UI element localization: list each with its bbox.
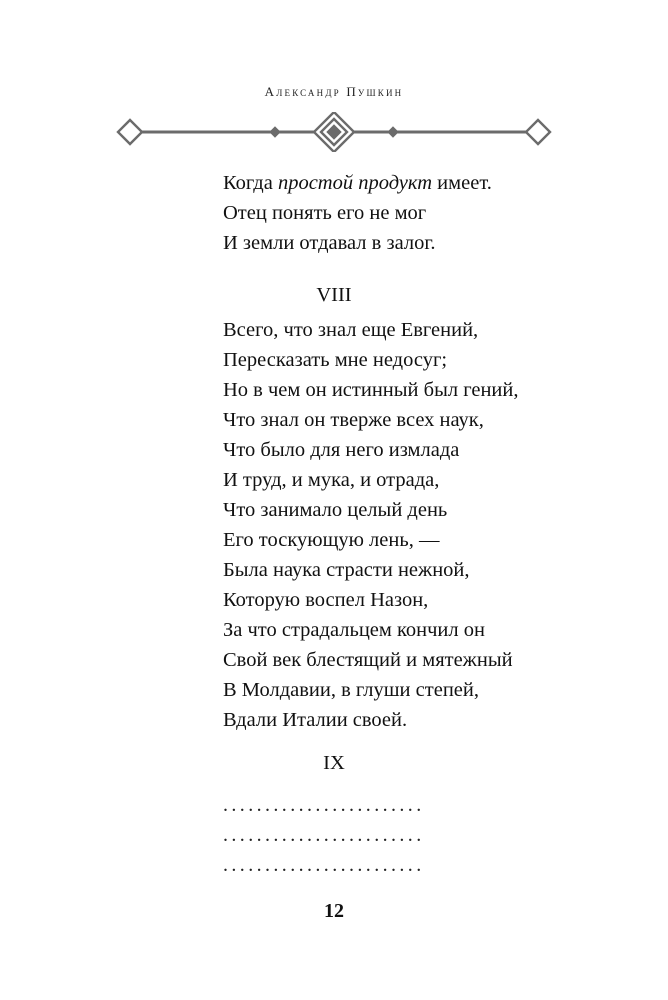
running-header-author: Александр Пушкин: [264, 84, 404, 99]
stanza-8: [223, 315, 518, 735]
verse-line: Всего, что знал еще Евгений,: [223, 319, 479, 341]
dotted-line: ........................: [223, 794, 425, 816]
verse-line: Но в чем он истинный был гений,: [223, 379, 519, 401]
stanza-previous: [223, 168, 492, 258]
verse-line: Что занимало целый день: [223, 499, 448, 521]
verse-line: И земли отдавал в залог.: [223, 232, 436, 254]
stanza-number-9: IX: [323, 752, 345, 774]
verse-line: Пересказать мне недосуг;: [223, 349, 448, 371]
header-ornament: [112, 112, 556, 152]
ornament-diamond-outer-right: [526, 120, 550, 144]
verse-line: В Молдавии, в глуши степей,: [223, 679, 479, 701]
verse-line: Была наука страсти нежной,: [223, 559, 470, 581]
verse-line: Что было для него измлада: [223, 439, 460, 461]
page-number: 12: [324, 900, 344, 922]
verse-line: И труд, и мука, и отрада,: [223, 469, 440, 491]
verse-line: Вдали Италии своей.: [223, 709, 408, 731]
stanza-9-omitted-lines: [223, 790, 425, 880]
verse-line: За что страдальцем кончил он: [223, 619, 485, 641]
verse-line: Когда простой продукт имеет.: [223, 172, 492, 194]
verse-line: Отец понять его не мог: [223, 202, 427, 224]
ornament-dot-right: [388, 127, 398, 137]
dotted-line: ........................: [223, 824, 425, 846]
verse-line: Его тоскующую лень, —: [223, 529, 440, 551]
stanza-number-8: VIII: [316, 284, 352, 306]
ornament-dot-left: [270, 127, 280, 137]
verse-italic-phrase: простой продукт: [277, 172, 433, 194]
verse-line: Что знал он тверже всех наук,: [223, 409, 484, 431]
verse-line: Которую воспел Назон,: [223, 589, 429, 611]
ornament-diamond-outer-left: [118, 120, 142, 144]
verse-line: Свой век блестящий и мятежный: [223, 649, 513, 671]
dotted-line: ........................: [223, 854, 425, 876]
